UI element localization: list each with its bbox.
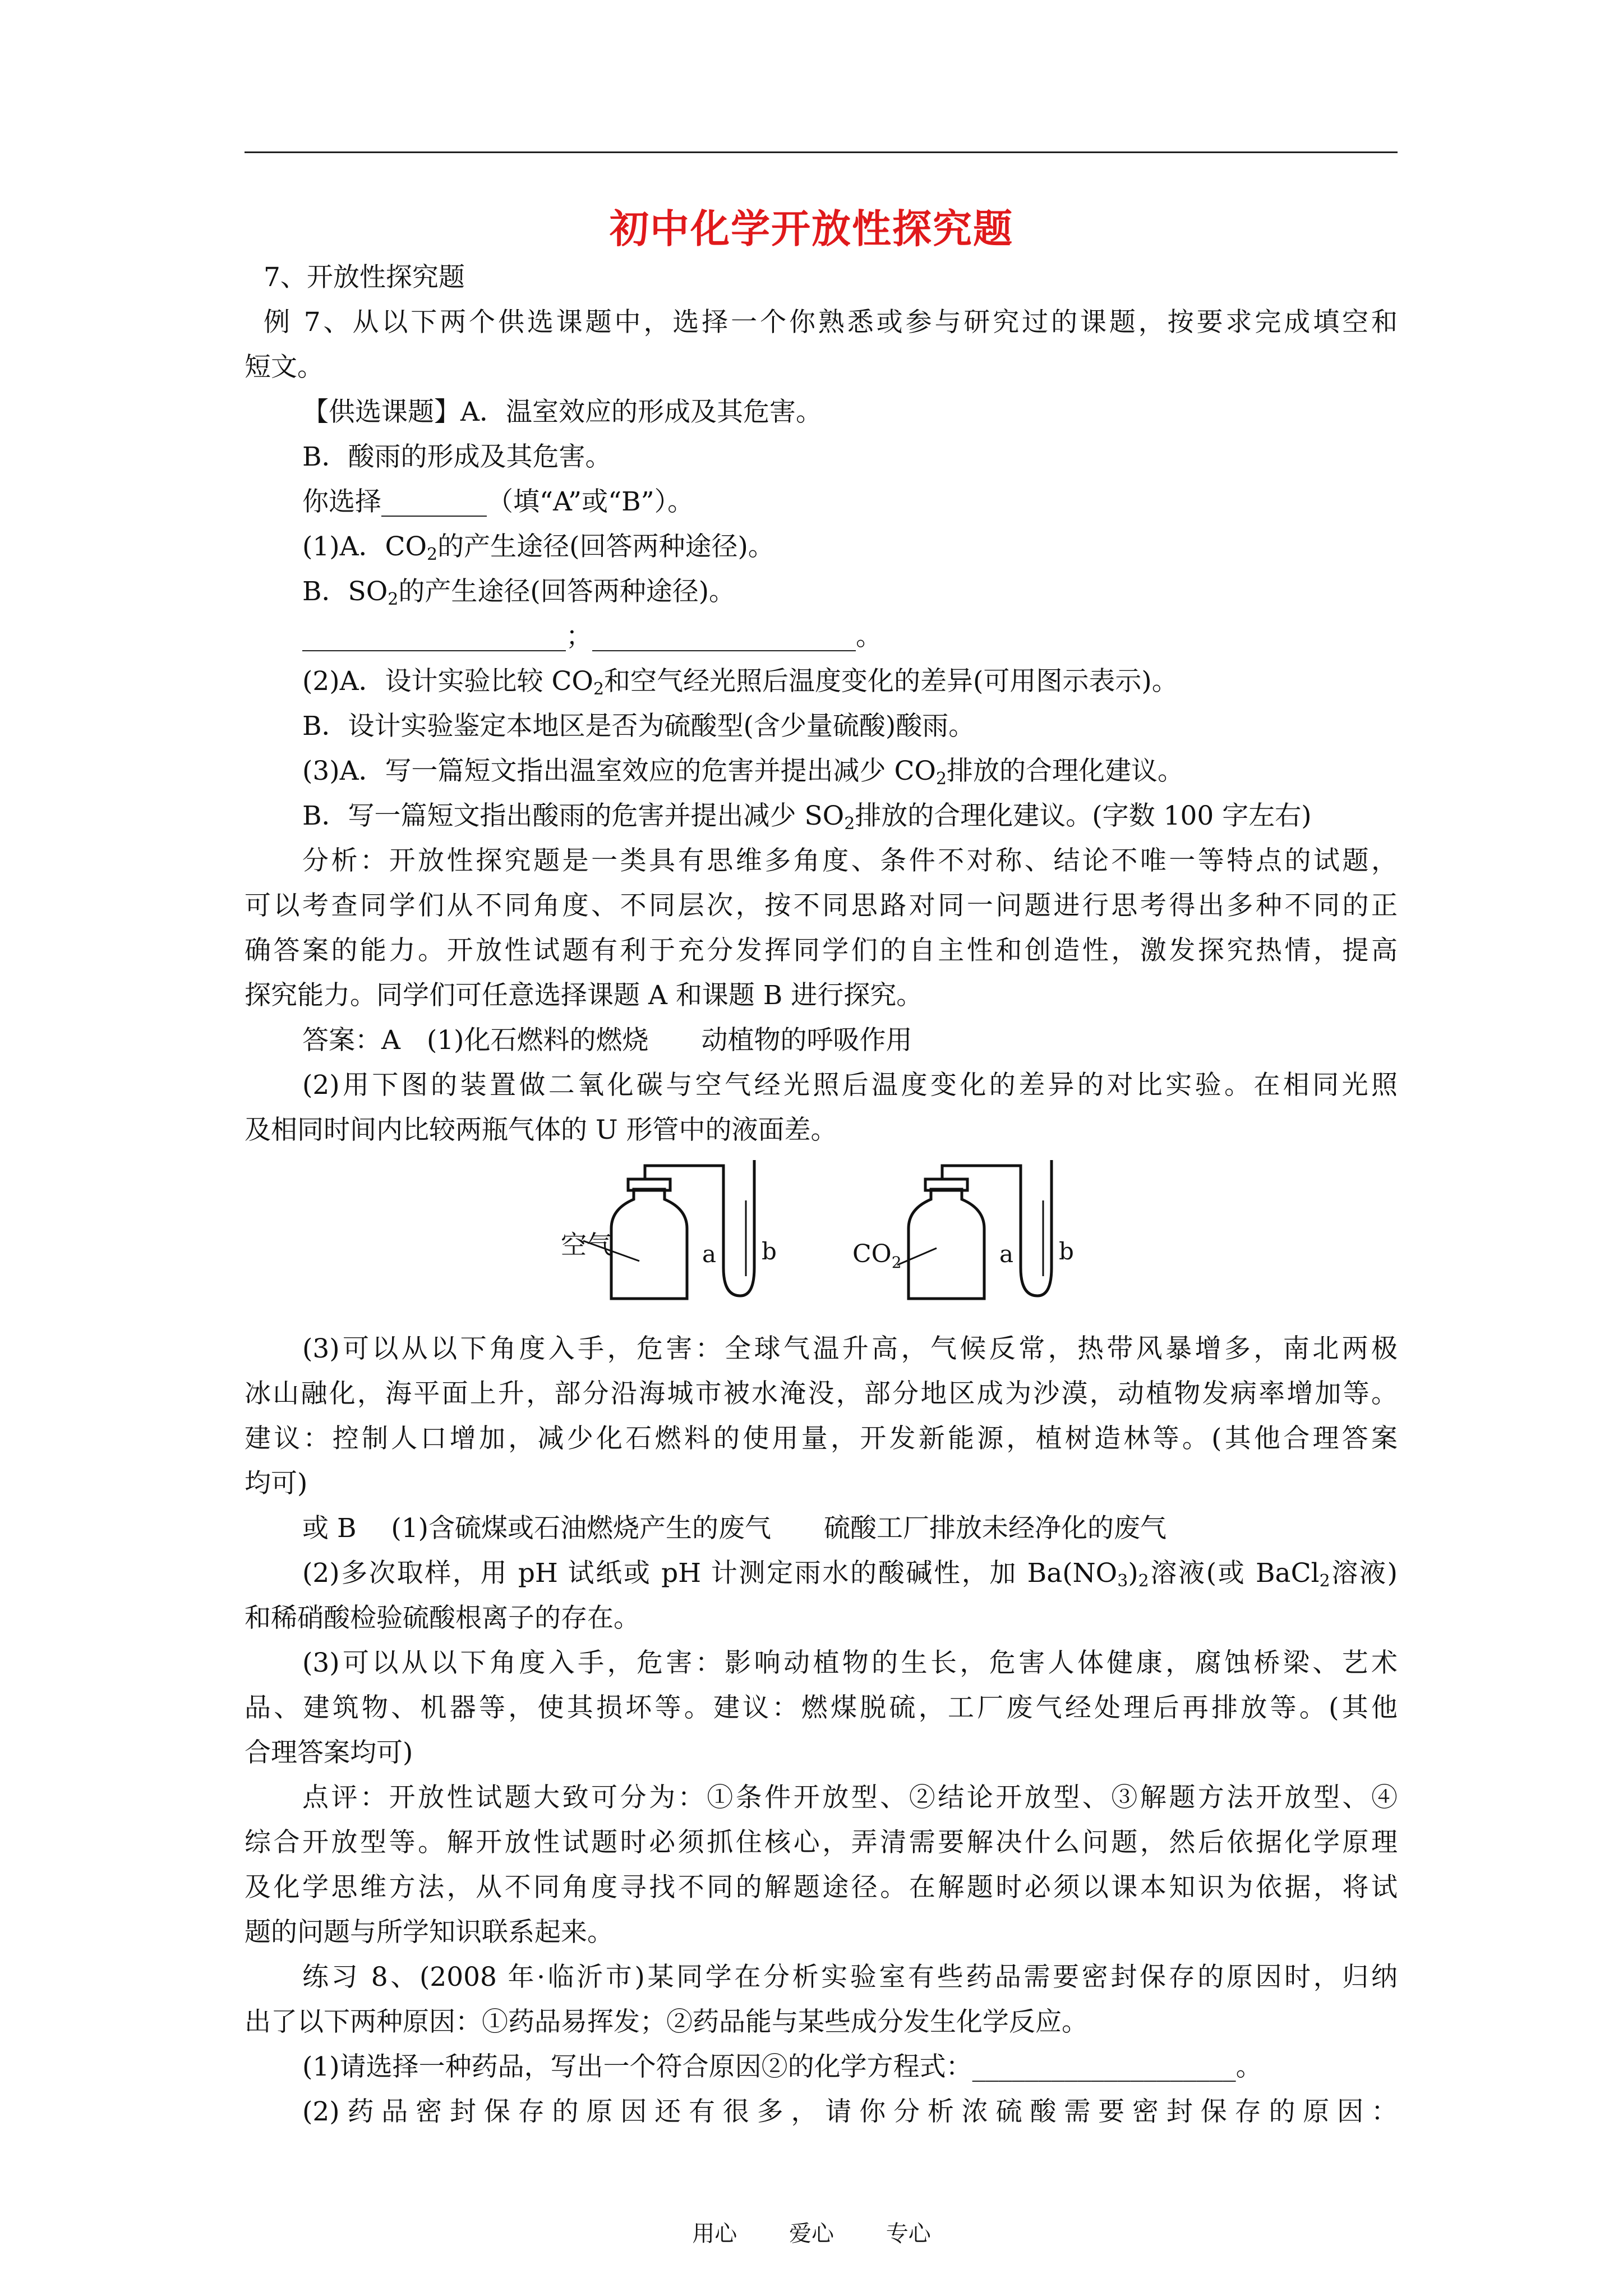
example-text: 例 7、从以下两个供选课题中，选择一个你熟悉或参与研究过的课题，按要求完成填空和 [264, 307, 1398, 338]
practice-text: 出了以下两种原因：①药品易挥发；②药品能与某些成分发生化学反应。 [245, 2007, 1088, 2037]
answer-b-1: 或 B (1)含硫煤或石油燃烧产生的废气 硫酸工厂排放未经净化的废气 [302, 1513, 1166, 1544]
answer-a-2: (2)用下图的装置做二氧化碳与空气经光照后温度变化的差异的对比实验。在相同光照 [302, 1070, 1398, 1101]
practice-question-2: (2)药品密封保存的原因还有很多，请你分析浓硫酸需要密封保存的原因： [302, 2096, 1398, 2127]
analysis-text: 确答案的能力。开放性试题有利于充分发挥同学们的自主性和创造性，激发探究热情，提高 [245, 935, 1398, 966]
choice-blank: 你选择________（填“A”或“B”）。 [302, 486, 694, 517]
question-2a: (2)A．设计实验比较 $CO_2$和空气经光照后温度变化的差异(可用图示表示)。 [302, 666, 1178, 699]
practice-question-1: (1)请选择一种药品，写出一个符合原因②的化学方程式：____________________。 [302, 2051, 1262, 2082]
experiment-diagram [561, 1156, 1099, 1313]
air-label: 空气 [561, 1230, 612, 1260]
bottle-outline [611, 1189, 687, 1299]
tube-label-b: b [762, 1237, 777, 1265]
answer-a-2: 及相同时间内比较两瓶气体的 U 形管中的液面差。 [245, 1115, 837, 1145]
answer-b-3: (3)可以从以下角度入手，危害：影响动植物的生长，危害人体健康，腐蚀桥梁、艺术 [302, 1648, 1398, 1678]
analysis-text: 可以考查同学们从不同角度、不同层次，按不同思路对同一问题进行思考得出多种不同的正 [245, 890, 1398, 921]
tube-label-b: b [1059, 1237, 1074, 1265]
comment-text: 点评：开放性试题大致可分为：①条件开放型、②结论开放型、③解题方法开放型、④ [302, 1782, 1398, 1813]
tube-label-a: a [702, 1240, 717, 1268]
comment-text: 及化学思维方法，从不同角度寻找不同的解题途径。在解题时必须以课本知识为依据，将试 [245, 1872, 1398, 1903]
practice-text: 练习 8、(2008 年·临沂市)某同学在分析实验室有些药品需要密封保存的原因时，归纳 [302, 1962, 1398, 1993]
comment-text: 题的问题与所学知识联系起来。 [245, 1917, 614, 1948]
answer-a-3: 建议：控制人口增加，减少化石燃料的使用量，开发新能源，植树造林等。(其他合理答案 [245, 1423, 1398, 1454]
answer-a-3: 冰山融化，海平面上升，部分沿海城市被水淹没，部分地区成为沙漠，动植物发病率增加等。 [245, 1378, 1398, 1409]
u-tube [723, 1160, 754, 1296]
question-2b: B．设计实验鉴定本地区是否为硫酸型(含少量硫酸)酸雨。 [302, 711, 975, 742]
footer-text: 专心 [886, 2221, 931, 2247]
answer-a-1: 答案：A (1)化石燃料的燃烧 动植物的呼吸作用 [302, 1025, 912, 1056]
tube-label-a: a [999, 1240, 1014, 1268]
topic-a: 【供选课题】A．温室效应的形成及其危害。 [302, 397, 822, 427]
answer-b-2: (2)多次取样，用 pH 试纸或 pH 计测定雨水的酸碱性，加 $Ba(NO_3)_2$溶液(或 BaCl$_2$溶液) [302, 1558, 1398, 1591]
answer-b-3: 合理答案均可) [245, 1737, 413, 1768]
comment-text: 综合开放型等。解开放性试题时必须抓住核心，弄清需要解决什么问题，然后依据化学原理 [245, 1827, 1398, 1858]
topic-b: B．酸雨的形成及其危害。 [302, 441, 612, 472]
question-3a: (3)A．写一篇短文指出温室效应的危害并提出减少 $CO_2$排放的合理化建议。 [302, 756, 1184, 789]
analysis-text: 分析：开放性探究题是一类具有思维多角度、条件不对称、结论不唯一等特点的试题， [302, 845, 1398, 876]
page-title: 初中化学开放性探究题 [610, 206, 1013, 252]
co2-apparatus [897, 1160, 1052, 1299]
co2-label: $CO_2$ [852, 1240, 902, 1272]
header-rule [245, 151, 1398, 153]
answer-a-3: (3)可以从以下角度入手，危害：全球气温升高，气候反常，热带风暴增多，南北两极 [302, 1333, 1398, 1364]
answer-b-2: 和稀硝酸检验硫酸根离子的存在。 [245, 1603, 640, 1634]
u-tube [1021, 1160, 1052, 1296]
section-heading: 7、开放性探究题 [264, 262, 465, 293]
answer-b-3: 品、建筑物、机器等，使其损坏等。建议：燃煤脱硫，工厂废气经处理后再排放等。(其他 [245, 1692, 1398, 1723]
footer-text: 爱心 [789, 2221, 834, 2247]
analysis-text: 探究能力。同学们可任意选择课题 A 和课题 B 进行探究。 [245, 980, 923, 1011]
question-3b: B．写一篇短文指出酸雨的危害并提出减少 $SO_2$排放的合理化建议。(字数 100 字左右) [302, 800, 1312, 834]
page-footer [0, 2216, 1623, 2248]
answer-a-3: 均可) [245, 1468, 308, 1499]
question-1b: B．$SO_2$的产生途径(回答两种途径)。 [302, 576, 736, 609]
example-text: 短文。 [245, 352, 324, 383]
bottle-outline [909, 1189, 984, 1299]
footer-text: 用心 [692, 2221, 737, 2247]
question-1a: (1)A．$CO_2$的产生途径(回答两种途径)。 [302, 531, 774, 564]
answer-blanks: ____________________；____________________。 [302, 621, 882, 652]
